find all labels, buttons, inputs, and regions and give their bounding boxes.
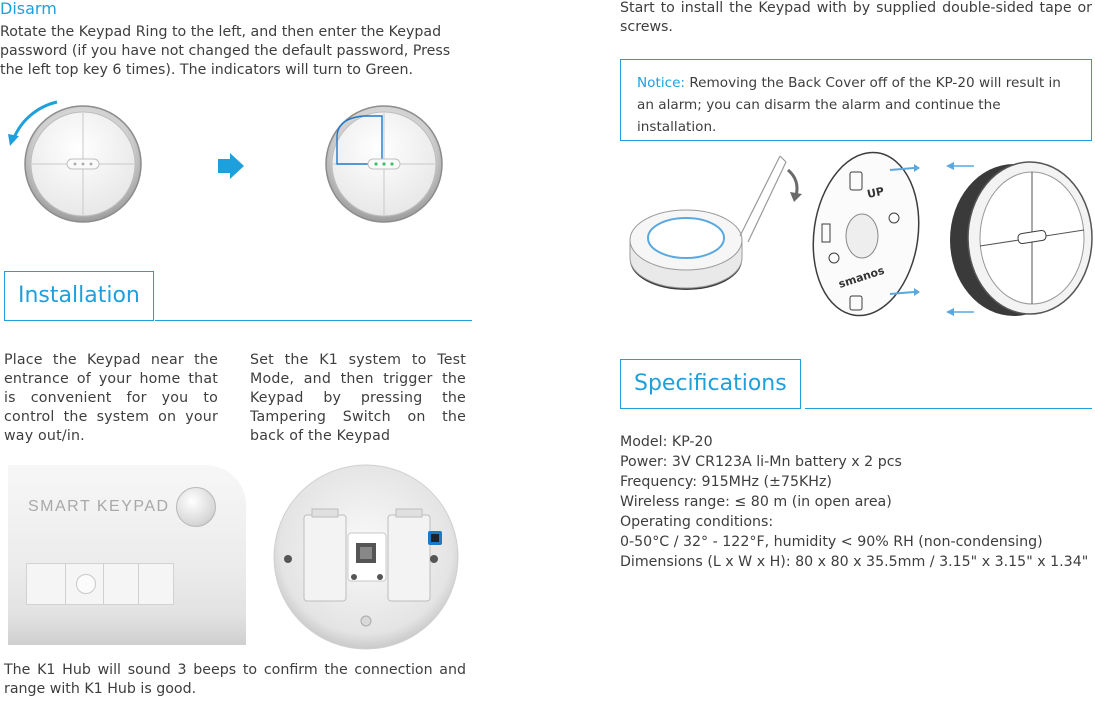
spec-dimensions: Dimensions (L x W x H): 80 x 80 x 35.5mm / 3.15" x 3.15" x 1.34" [620, 554, 1089, 570]
installation-heading: Installation [4, 271, 154, 321]
back-cover-brand: smanos [836, 263, 886, 291]
notice-box [620, 59, 1092, 141]
wall-switch-plate [26, 563, 174, 605]
installation-bottom-text: The K1 Hub will sound 3 beeps to confirm the connection and range with K1 Hub is good. [4, 662, 466, 697]
specifications-rule [805, 408, 1092, 409]
keypad-base-with-tape-illustration [628, 150, 812, 300]
keypad-back-battery-photo [272, 463, 460, 651]
spec-wireless-range: Wireless range: ≤ 80 m (in open area) [620, 494, 892, 510]
back-cover-up-label: UP [865, 184, 886, 201]
specifications-heading: Specifications [620, 359, 801, 409]
installation-col1-text: Place the Keypad near the entrance of your home that is convenient for you to control the system on your way out/in. [4, 352, 218, 444]
spec-model: Model: KP-20 [620, 434, 713, 450]
spec-temperature-humidity: 0-50°C / 32° - 122°F, humidity < 90% RH (non-condensing) [620, 534, 1043, 550]
notice-label: Notice: [637, 75, 686, 91]
smart-keypad-label: SMART KEYPAD [28, 498, 170, 515]
keypad-rotate-left-illustration [5, 96, 145, 226]
keypad-green-indicator-illustration [324, 96, 444, 226]
wall-mounted-keypad-photo [8, 465, 246, 645]
mini-keypad-icon [176, 487, 216, 527]
spec-operating-conditions: Operating conditions: [620, 514, 774, 530]
spec-power: Power: 3V CR123A li-Mn battery x 2 pcs [620, 454, 902, 470]
installation-rule [155, 320, 472, 321]
disarm-body: Rotate the Keypad Ring to the left, and then enter the Keypad password (if you have not changed the default password, Press the left top key 6 times). The indicators will turn to Green. [0, 24, 451, 78]
next-arrow-icon [217, 152, 245, 180]
notice-text: Removing the Back Cover off of the KP-20 will result in an alarm; you can disarm the alarm and continue the installation. [637, 75, 1061, 135]
installation-col2-text: Set the K1 system to Test Mode, and then trigger the Keypad by pressing the Tampering Switch on the back of the Keypad [250, 352, 466, 444]
back-cover-illustration [810, 148, 922, 318]
install-intro-text: Start to install the Keypad with by supplied double-sided tape or screws. [620, 0, 1092, 35]
keypad-front-angled-illustration [944, 154, 1094, 322]
specifications-list [620, 432, 1088, 572]
disarm-title: Disarm [0, 0, 57, 18]
spec-frequency: Frequency: 915MHz (±75KHz) [620, 474, 832, 490]
